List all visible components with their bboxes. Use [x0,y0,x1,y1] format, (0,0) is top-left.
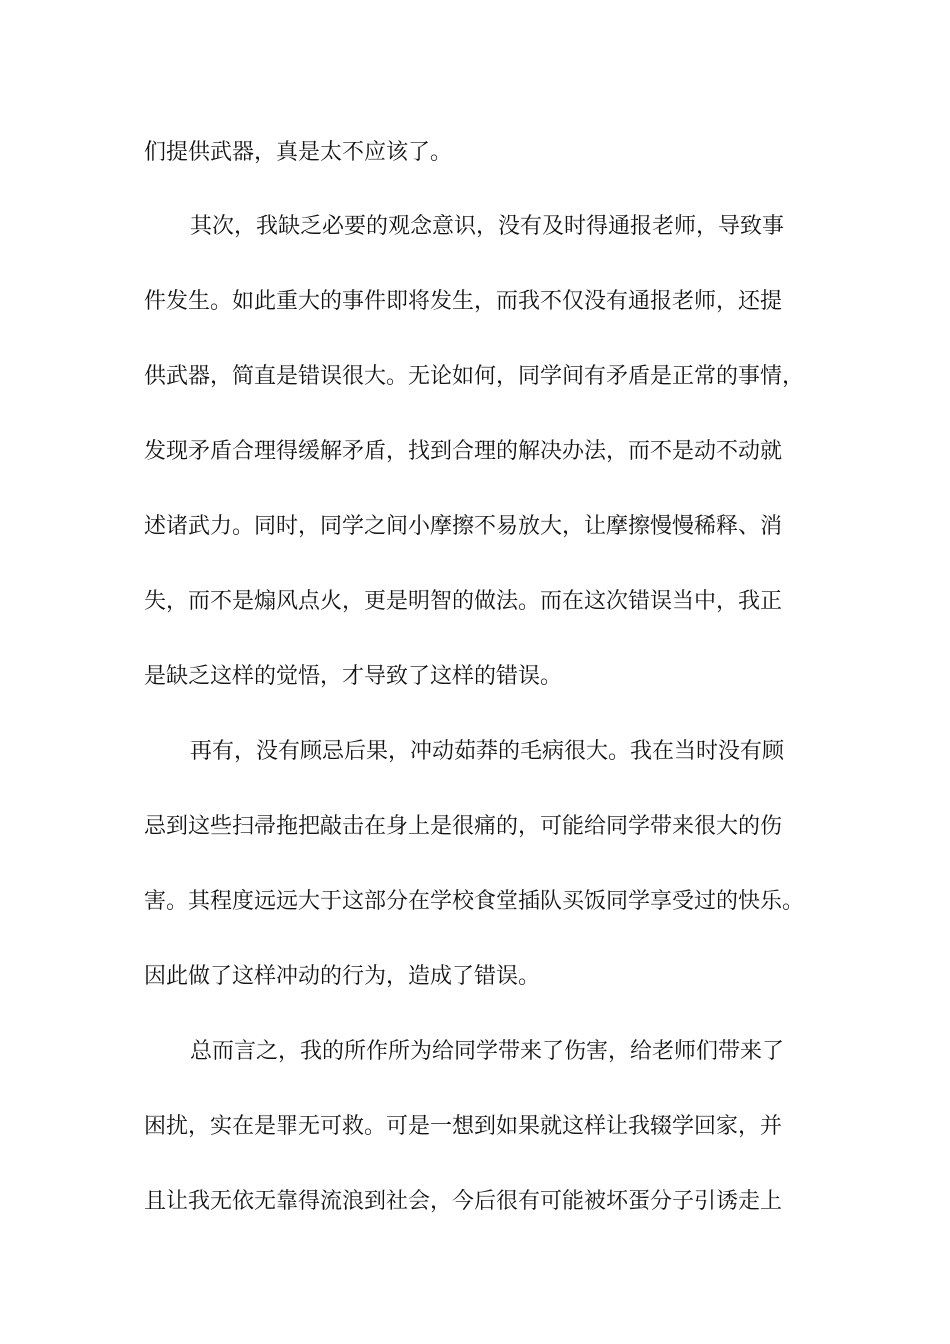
text-line-3: 件发生。如此重大的事件即将发生，而我不仅没有通报老师，还提 [144,289,783,314]
text-line-7: 失，而不是煽风点火，更是明智的做法。而在这次错误当中，我正 [144,589,783,614]
text-line-14: 困扰，实在是罪无可救。可是一想到如果就这样让我辍学回家，并 [144,1114,783,1139]
text-line-15: 且让我无依无靠得流浪到社会，今后很有可能被坏蛋分子引诱走上 [144,1189,783,1214]
text-line-4: 供武器，简直是错误很大。无论如何，同学间有矛盾是正常的事情， [144,364,805,389]
text-line-5: 发现矛盾合理得缓解矛盾，找到合理的解决办法，而不是动不动就 [144,439,783,464]
text-line-8: 是缺乏这样的觉悟，才导致了这样的错误。 [144,664,563,689]
text-line-1: 们提供武器，真是太不应该了。 [144,140,453,165]
text-line-6: 述诸武力。同时，同学之间小摩擦不易放大，让摩擦慢慢稀释、消 [144,514,783,539]
text-line-11: 害。其程度远远大于这部分在学校食堂插队买饭同学享受过的快乐。 [144,889,805,914]
text-line-12: 因此做了这样冲动的行为，造成了错误。 [144,964,541,989]
text-line-13: 总而言之，我的所作所为给同学带来了伤害，给老师们带来了 [190,1039,785,1064]
text-line-10: 忌到这些扫帚拖把敲击在身上是很痛的，可能给同学带来很大的伤 [144,814,783,839]
text-line-2: 其次，我缺乏必要的观念意识，没有及时得通报老师，导致事 [190,214,785,239]
text-line-9: 再有，没有顾忌后果，冲动茹莽的毛病很大。我在当时没有顾 [190,739,785,764]
